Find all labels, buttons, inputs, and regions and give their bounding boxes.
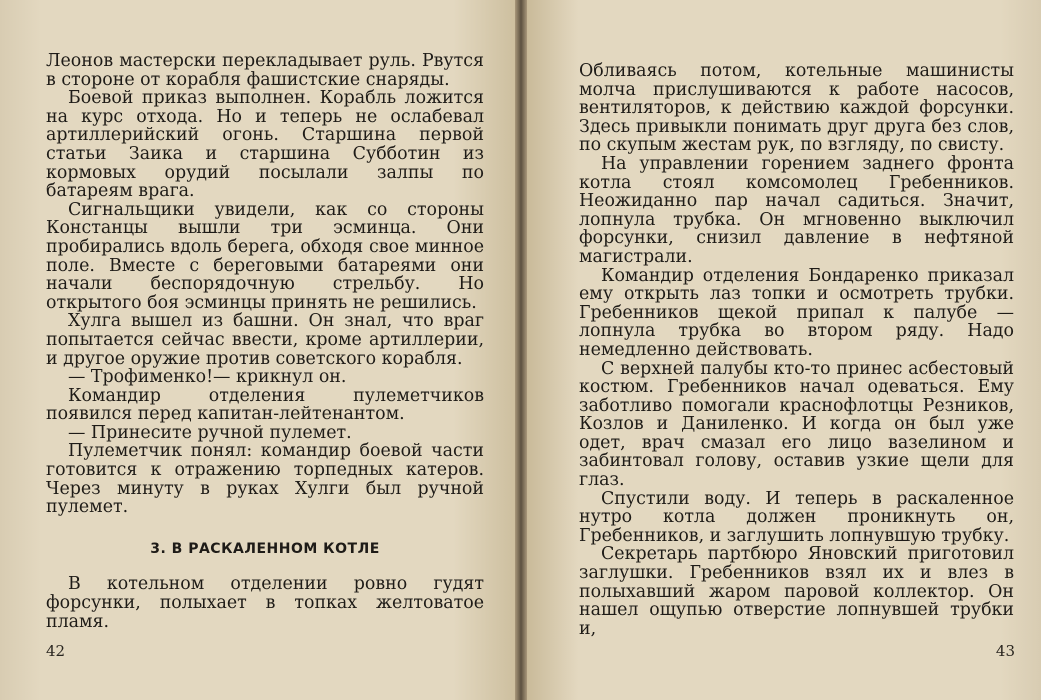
chapter-heading: 3. В РАСКАЛЕННОМ КОТЛЕ: [150, 540, 380, 557]
right-page-text: [579, 62, 1014, 638]
paragraph: Командир отделения пулеметчиков появился перед капитан-лейтенантом.: [46, 385, 484, 425]
paragraph: Секретарь партбюро Яновский приготовил заглушки. Гребенников взял их и влез в полыхавший жаром паровой коллектор. Он нашел ощупью отверстие лопнувшей трубки и,: [579, 544, 1014, 639]
paragraph: Командир отделения Бондаренко приказал ему открыть лаз топки и осмотреть трубки. Гребенников щекой припал к палубе — лопнула трубка во втором ряду. Надо немедленно действовать.: [579, 265, 1014, 360]
book-gutter: [515, 0, 527, 700]
paragraph: Обливаясь потом, котельные машинисты молча прислушиваются к работе насосов, вентиляторов, к действию каждой форсунки. Здесь привыкли понимать друг друга без слов, по скупым жестам рук, по взгляду, по свисту.: [579, 61, 1014, 156]
right-page: [527, 0, 1041, 700]
paragraph: — Трофименко!— крикнул он.: [68, 367, 347, 388]
left-page-text: [46, 52, 484, 631]
paragraph: — Принесите ручной пулемет.: [68, 422, 352, 443]
page-number: 42: [46, 642, 66, 660]
paragraph: В котельном отделении ровно гудят форсунки, полыхает в топках желтоватое пламя.: [46, 574, 484, 632]
paragraph: На управлении горением заднего фронта котла стоял комсомолец Гребенников. Неожиданно пар начал садиться. Значит, лопнула трубка. Он мгновенно выключил форсунки, снизил давление в нефтяной магистрали.: [579, 153, 1014, 267]
paragraph: Спустили воду. И теперь в раскаленное нутро котла должен проникнуть он, Гребенников, и заглушить лопнувшую трубку.: [579, 488, 1014, 546]
left-page: [0, 0, 515, 700]
paragraph: Леонов мастерски перекладывает руль. Рвутся в стороне от корабля фашистские снаряды.: [46, 51, 484, 90]
paragraph: С верхней палубы кто-то принес асбестовый костюм. Гребенников начал одеваться. Ему заботливо помогали краснофлотцы Резников, Козлов и Даниленко. И когда он был уже одет, врач смазал его лицо вазелином и забинтовал голову, оставив узкие щели для глаз.: [579, 358, 1014, 491]
page-number: 43: [995, 642, 1015, 660]
paragraph: Пулеметчик понял: командир боевой части готовится к отражению торпедных катеров. Через минуту в руках Хулги был ручной пулемет.: [46, 441, 484, 518]
paragraph: Боевой приказ выполнен. Корабль ложится на курс отхода. Но и теперь не ослабевал артиллерийский огонь. Старшина первой статьи Заика и старшина Субботин из кормовых орудий посылали залпы по батареям врага.: [46, 88, 484, 202]
paragraph: Сигнальщики увидели, как со стороны Констанцы вышли три эсминца. Они пробирались вдоль берега, обходя свое минное поле. Вместе с береговыми батареями они начали беспорядочную стрельбу. Но открытого боя эсминцы принять не решились.: [46, 199, 484, 313]
paragraph: Хулга вышел из башни. Он знал, что враг попытается сейчас ввести, кроме артиллерии, и другое оружие против советского корабля.: [46, 311, 484, 369]
